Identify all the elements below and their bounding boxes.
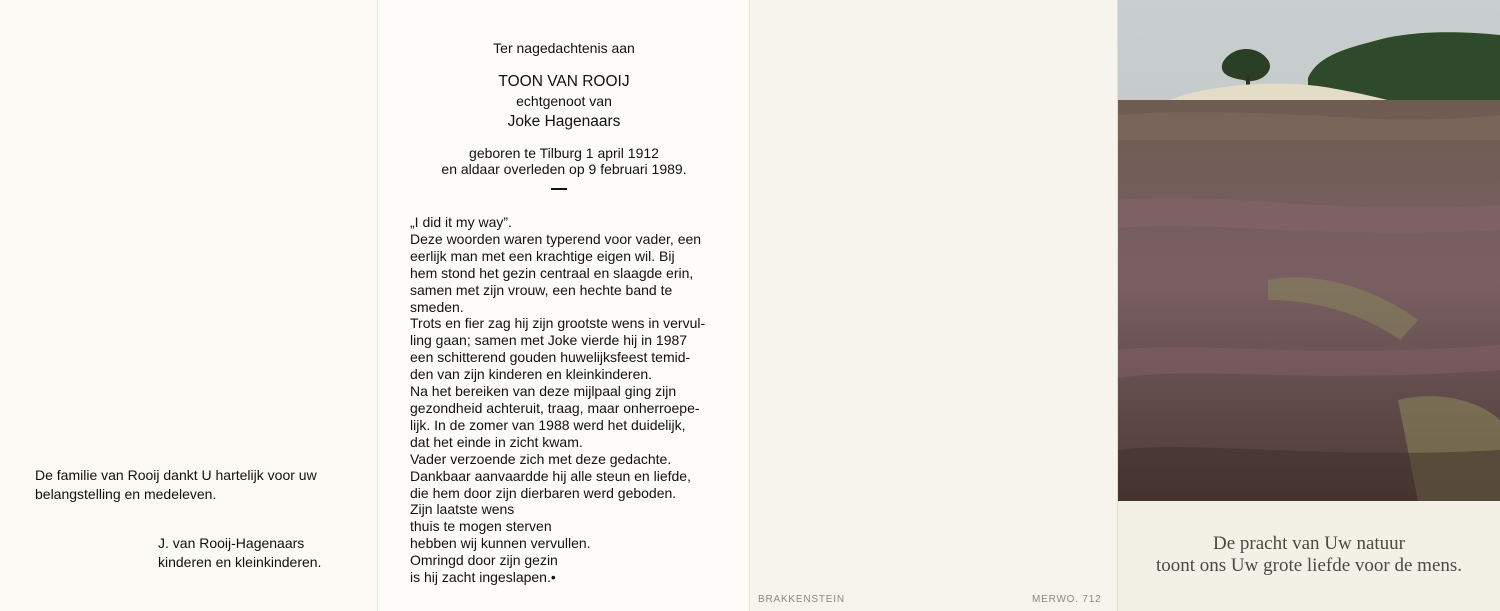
text-line: ling gaan; samen met Joke vierde hij in 1987 bbox=[410, 332, 688, 349]
signature bbox=[158, 534, 358, 572]
text-line: Trots en fier zag hij zijn grootste wens in vervul- bbox=[410, 315, 706, 332]
text-line: hem stond het gezin centraal en slaagde erin, bbox=[410, 264, 694, 281]
printer-name: BRAKKENSTEIN bbox=[758, 594, 845, 605]
spouse-name: Joke Hagenaars bbox=[507, 113, 621, 130]
text-line: smeden. bbox=[410, 298, 464, 315]
birth-line: geboren te Tilburg 1 april 1912 bbox=[469, 145, 659, 161]
text-line: Deze woorden waren typerend voor vader, een bbox=[410, 230, 702, 247]
text-line: hebben wij kunnen vervullen. bbox=[410, 535, 591, 552]
intro-text: Ter nagedachtenis aan bbox=[493, 40, 635, 56]
heathland-photo bbox=[1118, 0, 1500, 501]
signature-line: J. van Rooij-Hagenaars bbox=[158, 535, 305, 551]
text-line: een schitterend gouden huwelijksfeest temid- bbox=[410, 349, 691, 366]
text-line: Dankbaar aanvaardde hij alle steun en liefde, bbox=[410, 467, 691, 484]
text-line: lijk. In de zomer van 1988 werd het duidelijk, bbox=[410, 416, 686, 433]
back-cover-panel bbox=[750, 0, 1118, 611]
thanks-text bbox=[35, 466, 345, 504]
text-line: eerlijk man met een krachtige eigen wil. Bij bbox=[410, 247, 675, 264]
memorial-text bbox=[410, 214, 707, 586]
memorial-panel bbox=[378, 0, 750, 611]
quote-line: De pracht van Uw natuur bbox=[1212, 533, 1406, 554]
quote-line: toont ons Uw grote liefde voor de mens. bbox=[1155, 555, 1463, 576]
thanks-line: De familie van Rooij dankt U hartelijk voor uw bbox=[35, 467, 317, 483]
text-line: samen met zijn vrouw, een hechte band te bbox=[410, 281, 673, 298]
text-line: den van zijn kinderen en kleinkinderen. bbox=[410, 366, 653, 383]
death-line: en aldaar overleden op 9 februari 1989. bbox=[441, 161, 687, 177]
text-line: Vader verzoende zich met deze gedachte. bbox=[410, 450, 672, 467]
thanks-line: belangstelling en medeleven. bbox=[35, 486, 217, 502]
text-line: Omringd door zijn gezin bbox=[410, 552, 558, 569]
text-line: „I did it my way”. bbox=[410, 214, 512, 230]
text-line: thuis te mogen sterven bbox=[410, 518, 552, 535]
cover-quote bbox=[1118, 533, 1500, 577]
deceased-name: TOON VAN ROOIJ bbox=[498, 73, 630, 90]
text-line: Zijn laatste wens bbox=[410, 501, 515, 518]
text-line: Na het bereiken van deze mijlpaal ging zijn bbox=[410, 383, 677, 400]
text-line: die hem door zijn dierbaren werd geboden. bbox=[410, 484, 677, 501]
card-code: MERWO. 712 bbox=[1032, 594, 1102, 605]
text-line: dat het einde in zicht kwam. bbox=[410, 433, 583, 450]
signature-line: kinderen en kleinkinderen. bbox=[158, 554, 322, 570]
spouse-label: echtgenoot van bbox=[516, 93, 612, 109]
text-line: is hij zacht ingeslapen.• bbox=[410, 569, 556, 586]
front-cover-panel bbox=[1118, 0, 1500, 611]
text-line: gezondheid achteruit, traag, maar onherroepe- bbox=[410, 399, 700, 416]
divider bbox=[551, 188, 567, 190]
thanks-panel bbox=[0, 0, 378, 611]
